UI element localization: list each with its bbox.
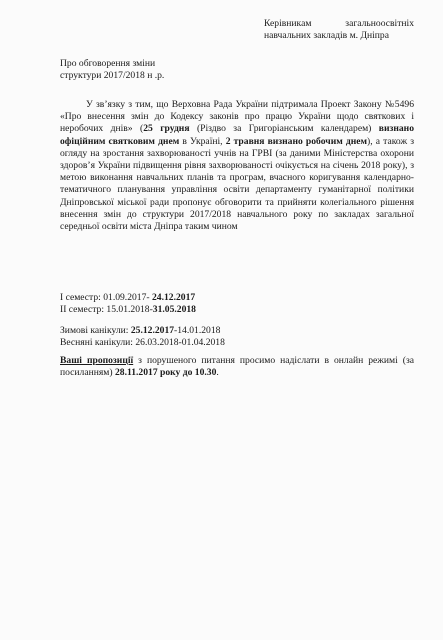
addressee-line1-a: Керівникам <box>264 18 312 29</box>
addressee-block <box>264 18 414 42</box>
body-paragraph <box>60 99 414 233</box>
subject-line1: Про обговорення зміни <box>60 58 156 69</box>
subject-block <box>60 58 260 82</box>
holiday-winter-label: Зимові канікули: <box>60 325 131 336</box>
holiday-spring: Весняні канікули: 26.03.2018-01.04.2018 <box>60 337 225 349</box>
semester-block <box>60 292 360 316</box>
semester-second-end: 31.05.2018 <box>152 304 196 316</box>
semester-second <box>60 304 360 316</box>
semester-first-end: 24.12.2017 <box>152 292 196 303</box>
subject-line2: структури 2017/2018 н .р. <box>60 70 165 82</box>
addressee-line2: навчальних закладів м. Дніпра <box>264 30 389 42</box>
holiday-winter-end: -14.01.2018 <box>174 325 221 336</box>
semester-first <box>60 292 360 304</box>
holidays-block <box>60 325 360 349</box>
holiday-winter-start: 25.12.2017 <box>130 325 175 336</box>
body-bold-workday: 2 травня визнано робочим днем <box>225 135 368 147</box>
body-text-3: в Україні, <box>179 135 226 147</box>
closing-text: з порушеного питання просимо надіслати в онлайн режимі (за посиланням) <box>60 355 414 379</box>
semester-first-label: І семестр: 01.09.2017- <box>60 292 152 303</box>
closing-paragraph <box>60 355 414 379</box>
body-bold-holiday: визнано офіційним святковим днем <box>60 123 415 147</box>
semester-second-label: ІІ семестр: 15.01.2018- <box>60 304 153 316</box>
body-text-2: (Різдво за Григоріанським календарем) <box>189 123 379 135</box>
closing-deadline: 28.11.2017 року до 10.30 <box>114 367 217 379</box>
body-text-1: У зв’язку з тим, що Верховна Рада України підтримала Проект Закону №5496 «Про внесення змін до Кодексу законів про працю України щодо святкових і неробочих днів» ( <box>60 99 414 135</box>
closing-lead: Ваші пропозиції <box>60 355 134 366</box>
holiday-winter <box>60 325 360 337</box>
addressee-line1-b: загальноосвітніх <box>345 18 414 29</box>
body-bold-date: 25 грудня <box>143 123 190 135</box>
body-text-4: ), а також з огляду на зростання захворюваності учнів на ГРВІ (за даними Міністерства охорони здоров’я України підвищення рівня захворюваності очікується на січень 2018 року), з метою виконання навчальних планів та програм, вчасного коригування календарно-тематичного планування управління освіти департаменту гуманітарної політики Дніпровської міської ради пропонує обговорити та прийняти колегіального рішення внесення змін до структури 2017/2018 навчального року по закладах загальної середньої освіти міста Дніпра таким чином <box>60 135 414 233</box>
closing-end: . <box>216 367 219 379</box>
